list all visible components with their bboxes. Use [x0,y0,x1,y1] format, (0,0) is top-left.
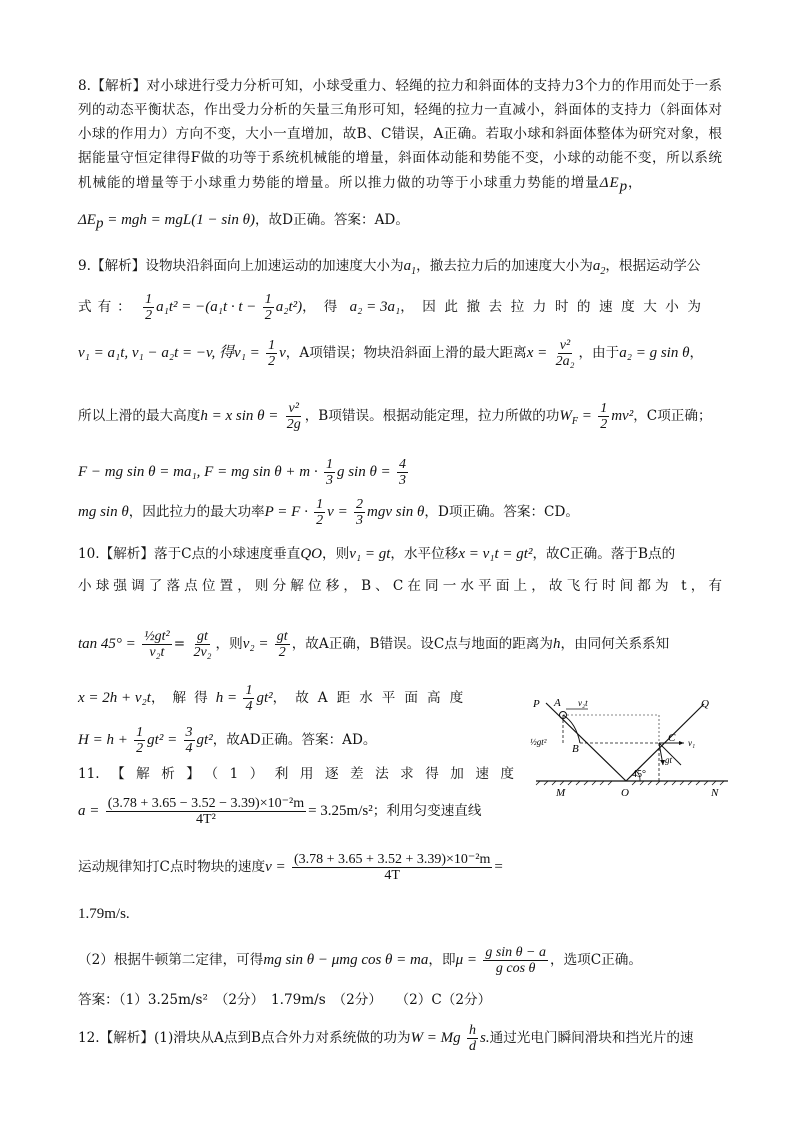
p9-eq8: g sin θ = [336,464,391,480]
p11-newton: mg sin θ − μmg cos θ = ma [263,952,429,968]
frac-num: h [469,1023,477,1038]
p9-eq5: a₂ = g sin θ [619,345,690,361]
p10-eq5: gt² = [147,732,178,748]
frac-gt-2 [275,629,290,660]
p8-line5: 机械能的增量等于小球重力势能的增量。所以推力做的功等于小球重力势能的增量$\Delta E_p$， [78,175,643,195]
p9-eq4: v₁ = a₁t, v₁ − a₂t = −v, 得v₁ = [78,345,260,361]
frac-num: (3.78 + 3.65 − 3.52 − 3.39)×10⁻²m [107,796,305,811]
frac-quarter [243,683,254,714]
frac-num: 4 [399,457,407,472]
p9-l1-a: 9.【解析】设物块沿斜面向上加速运动的加速度大小为 [78,258,404,274]
p11-accel-result: = 3.25m/s² [308,803,373,819]
p10-eq4: H = h + [78,732,128,748]
p9-l6-a: ，因此拉力的最大功率 [128,504,265,520]
p11-mu-frac [483,945,548,976]
p10-line1 [78,545,675,563]
p9-line6 [78,495,579,529]
p9-eq3: a₂ = 3a₁ [349,299,401,315]
frac-v2-2g [285,401,303,432]
label-n: N [711,787,719,799]
p9-wf: $W_F$ = [559,408,592,427]
frac-den: 2 [600,417,608,432]
frac-den: 2 [268,354,276,369]
p10-h2: h = [215,690,238,706]
p8-line1: 8.【解析】对小球进行受力分析可知，小球受重力、轻绳的拉力和斜面体的支持力3个力的作用而处于一系 [78,78,722,94]
frac-den: 2 [316,513,324,528]
w: W [559,408,572,424]
p10-l1-c: ，水平位移 [390,546,459,562]
p11-l2-text: ；利用匀变速直线 [372,803,482,819]
p12-frac [467,1023,478,1054]
p11-answer: 答案：（1）3.25m/s² （2分） 1.79m/s （2分） （2）C（2分） [78,992,492,1008]
p9-line2 [78,290,710,324]
p9-l4-a: 所以上滑的最大高度 [78,408,201,424]
p10-eq6: gt² [196,732,213,748]
p9-eq1: a₁t² = −(a₁t · t − [156,299,257,315]
p8-line5-text: 机械能的增量等于小球重力势能的增量。所以推力做的功等于小球重力势能的增量 [78,175,600,191]
frac-three-quarters [184,725,195,756]
frac-den: 2 [136,741,144,756]
frac-num: v² [559,338,571,353]
frac-num: 1 [600,401,608,416]
frac-num: gt [197,629,208,644]
frac-four-thirds [397,457,408,488]
frac-num: 1 [245,683,253,698]
label-p: P [533,698,540,710]
p11-line1: 11.【解析】（1）利用逐差法求得加速度 [78,766,514,782]
p10-v2: v₂ = [242,636,269,652]
p9-l4-c: ，C项正确； [633,408,712,424]
p9-l3-b: ，由于 [578,345,620,361]
p10-l3-a: ，则 [215,636,243,652]
frac-num: gt [276,629,288,644]
label-45: 45° [632,769,646,780]
label-v1: v₁ [688,738,696,748]
p10-l5-a: ，故AD正确。答案：AD。 [212,732,377,748]
frac-den: 2v₂ [193,645,212,660]
p12-eq: W = Mg [410,1030,461,1046]
label-c: C [668,732,676,744]
p9-l4-b: ，B项错误。根据动能定理，拉力所做的功 [304,408,560,424]
p11-line3 [78,847,503,887]
frac-den: 4 [185,741,193,756]
delta-ep-2-sub: p [95,215,104,232]
label-a: A [554,697,561,709]
p9-x: x = [526,345,548,361]
p11-l3-text: 运动规律知打C点时物块的速度 [78,859,266,875]
p11-l5-a: （2）根据牛顿第二定律，可得 [78,952,264,968]
p9-l1-c: ，根据运动学公 [605,258,701,274]
frac-num: 1 [316,497,324,512]
trajectory-ab [563,715,580,743]
frac-num: 1 [136,725,144,740]
p11-vel-frac [292,852,492,883]
p9-l2-a: 式有： [78,299,137,315]
p8-line6 [78,211,409,233]
frac-num: 3 [185,725,193,740]
p10-l4-b: ，故A距水平面高度 [272,690,473,706]
frac-num: 1 [268,338,276,353]
delta-ep-sub: p [619,178,628,195]
label-m: M [556,787,566,799]
p12-s: s. [480,1030,490,1046]
label-o: O [621,787,629,799]
p11-line2 [78,791,481,831]
frac-num: 1 [264,292,272,307]
frac-den: g cos θ [495,961,536,976]
p9-l6-b: ，D项正确。答案：CD。 [424,504,579,520]
p9-eq7: F − mg sin θ = ma₁, F = mg sin θ + m · [78,464,318,480]
p11-line5 [78,940,642,980]
p9-line3: v₁ = a₁t, v₁ − a₂t = −v, 得v₁ = $\frac{1}{2}$ v，A项错误；物块沿斜面上滑的最大距离x = $\frac{\text{v²}}{\text{2a₂}}$ ，由于a₂ = g sin θ， [78,338,704,369]
incline-po [546,703,626,781]
delta-ep: ΔE [599,175,620,191]
p9-v: v [279,345,286,361]
frac-num: 2 [356,497,364,512]
frac-num: ½gt² [144,629,170,644]
p9-eq11: mgv sin θ [367,504,425,520]
frac-half-2 [263,292,274,323]
frac-half-6 [134,725,145,756]
p8-equation: = mgh = mgL(1 − sin θ) [103,212,255,228]
p10-tan: tan 45° = [78,636,136,652]
frac-den: v₂t [149,645,165,660]
w-sub: F [571,416,578,427]
frac-half-1 [143,292,154,323]
label-gt: gt [665,755,673,765]
p10-l4-a: ，解得 [150,690,216,706]
arrow-v1-head [679,741,684,745]
p11-accel-frac [106,796,306,827]
p10-l3-c: ，由同何关系系知 [560,636,670,652]
p11-line4: 1.79m/s. [78,906,130,922]
p10-line4 [78,680,472,716]
p8-answer: ，故D正确。答案：AD。 [254,212,409,228]
frac-den: 4 [245,699,253,714]
p9-eq9: P = F · [264,504,308,520]
frac-half-5 [314,497,325,528]
p9-mv2: mv² [611,408,634,424]
p9-mgsin: mg sin θ [78,504,129,520]
p9-line4 [78,398,712,440]
frac-den: 2 [278,645,286,660]
frac-v2-2a2 [554,338,577,369]
label-b: B [572,743,579,755]
frac-num: 1 [325,457,333,472]
p10-eq2: x = v₁t = gt² [458,546,533,562]
p10-line5 [78,722,376,758]
frac-num: v² [288,401,299,416]
p10-qo: QO [300,546,323,562]
label-v2t: v₂t [578,698,588,708]
p10-eq1: v₁ = gt [349,546,391,562]
frac-num: 1 [145,292,153,307]
frac-num: g sin θ − a [485,945,546,960]
label-q: Q [701,698,709,710]
p10-eq3: x = 2h + v₂t [78,690,151,706]
p10-l1-d: ，故C正确。落于B点的 [532,546,676,562]
p11-mu: μ = [455,952,477,968]
frac-gt-2v2 [191,629,213,660]
frac-den: 4T² [196,812,216,827]
a2: $a_2$ [592,258,606,277]
label-half-gt2: ½gt² [530,737,547,747]
frac-half-3 [266,338,277,369]
p12-l1-a: 12.【解析】(1)滑块从A点到B点合外力对系统做的功为 [78,1030,411,1046]
p10-l1-b: ，则 [322,546,350,562]
p10-l1-a: 10.【解析】落于C点的小球速度垂直 [78,546,301,562]
p10-line2: 小球强调了落点位置，则分解位移，B、C在同一水平面上，故飞行时间都为 t，有 [78,578,722,594]
p11-eq: = [494,859,503,875]
p11-l5-c: ，选项C正确。 [549,952,642,968]
frac-den: 3 [325,473,333,488]
p9-eq6: h = x sin θ = [200,408,279,424]
p9-l1-b: ，撤去拉力后的加速度大小为 [416,258,593,274]
p8-line2: 列的动态平衡状态，作出受力分析的矢量三角形可知，轻绳的拉力一直减小，斜面体的支持力（斜面体对 [78,102,722,118]
p9-l3-a: ，A项错误；物块沿斜面上滑的最大距离 [285,345,527,361]
frac-half-4 [598,401,609,432]
frac-den: 2g [286,417,301,432]
frac-den: d [469,1039,477,1054]
p10-line3: tan 45° = $\frac{\text{½gt²}}{\text{v₂t}}$ = $\frac{gt}{\text{2v₂}}$ ，则v₂ = $\frac{gt}{2}$ ，故A正确，B错误。设C点与地面的距离为h，由同何关系系知 [78,629,670,660]
p10-l3-b: ，故A正确，B错误。设C点与地面的距离为 [291,636,553,652]
p11-a: a = [78,803,100,819]
p9-line1 [78,257,701,281]
frac-den: 2 [145,308,153,323]
frac-den: 2 [264,308,272,323]
projectile-figure [528,695,738,800]
p9-l2-d: ，因此撤去拉力时的速度大小为 [400,299,710,315]
p10-gt2: gt² [256,690,273,706]
frac-den: 3 [399,473,407,488]
p11-l5-b: ，即 [428,952,456,968]
p9-line5 [78,455,410,489]
frac-den: 3 [356,513,364,528]
p8-line4: 据能量守恒定律得F做的功等于系统机械能的增量，斜面体动能和势能不变，小球的动能不变，所以系统 [78,150,722,166]
p8-line3: 小球的作用力）方向不变，大小一直增加，故B、C错误，A正确。若取小球和斜面体整体为研究对象，根 [78,126,722,142]
p9-l2-b: ，得 [302,299,346,315]
a1: $a_1$ [403,258,417,277]
p12-line1 [78,1020,694,1056]
frac-den: 2a₂ [555,354,575,369]
frac-two-thirds [354,497,365,528]
frac-den: 4T [384,868,400,883]
delta-ep-2: ΔE [78,212,96,228]
p9-eq2: a₂t²) [275,299,303,315]
p12-l1-b: 通过光电门瞬间滑块和挡光片的速 [489,1030,694,1046]
frac-half-gt2-v2t [142,629,172,660]
p10-h: h [553,636,561,652]
p11-v: v = [265,859,286,875]
frac-third [324,457,335,488]
p9-eq10: v = [327,504,348,520]
frac-num: (3.78 + 3.65 + 3.52 + 3.39)×10⁻²m [293,852,491,867]
